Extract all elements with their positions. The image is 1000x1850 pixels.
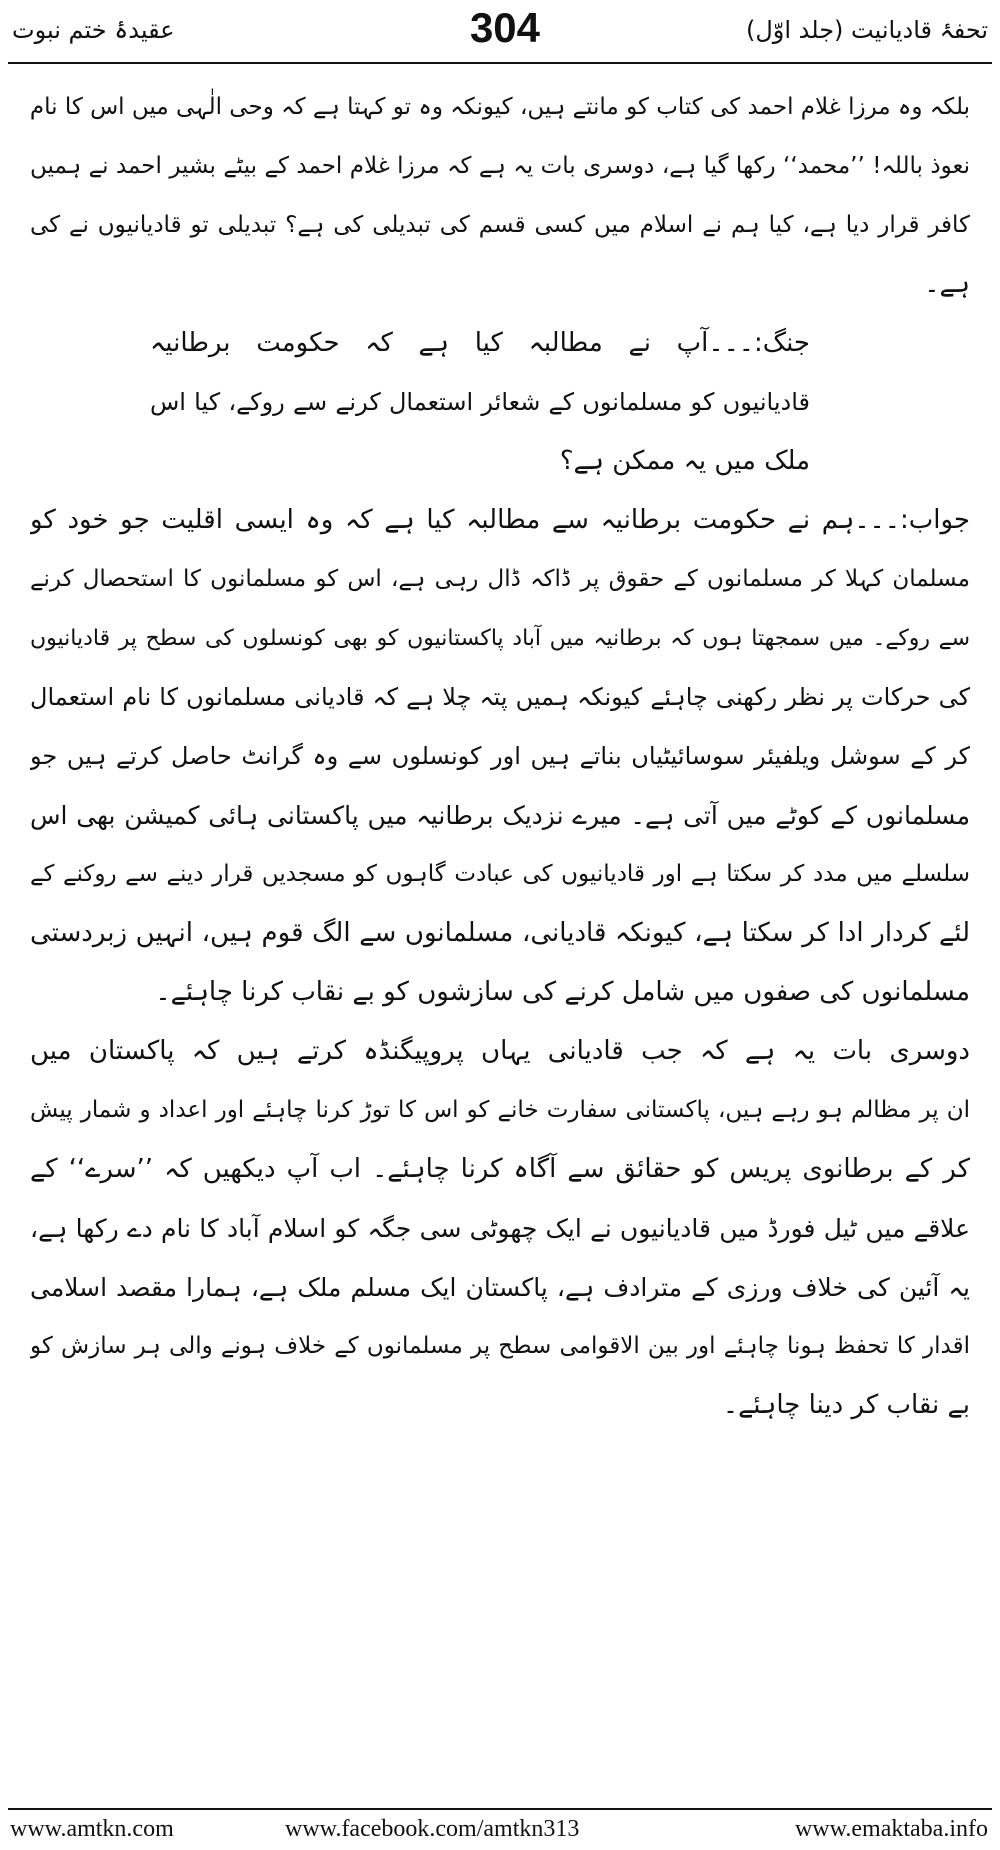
paragraph-1 bbox=[30, 78, 970, 314]
text-line: کر کے برطانوی پریس کو حقائق سے آگاہ کرنا چاہئے۔ اب آپ دیکھیں کہ ’’سرے‘‘ کے bbox=[30, 1154, 970, 1184]
question-line: جنگ:۔۔۔آپ نے مطالبہ کیا ہے کہ حکومت برطانیہ bbox=[150, 328, 810, 358]
page-footer bbox=[0, 1816, 1000, 1850]
footer-link-amtkn[interactable]: www.amtkn.com bbox=[10, 1816, 174, 1842]
text-line: ہے۔ bbox=[924, 269, 970, 299]
text-line: دوسری بات یہ ہے کہ جب قادیانی یہاں پروپیگنڈہ کرتے ہیں کہ پاکستان میں bbox=[30, 1036, 970, 1066]
page-body bbox=[30, 78, 970, 1435]
interview-question bbox=[30, 314, 970, 491]
header-rule bbox=[8, 62, 992, 64]
footer-rule bbox=[8, 1808, 992, 1810]
header-book-title: تحفۂ قادیانیت (جلد اوّل) bbox=[745, 16, 988, 44]
footer-link-facebook[interactable]: www.facebook.com/amtkn313 bbox=[285, 1816, 580, 1842]
paragraph-2 bbox=[30, 1022, 970, 1435]
text-line: علاقے میں ٹیل فورڈ میں قادیانیوں نے ایک چھوٹی سی جگہ کو اسلام آباد کا نام دے رکھا ہے، bbox=[30, 1214, 970, 1243]
answer-line: جواب:۔۔۔ہم نے حکومت برطانیہ سے مطالبہ کیا ہے کہ وہ ایسی اقلیت جو خود کو bbox=[30, 505, 970, 535]
answer-line: مسلمانوں کی صفوں میں شامل کرنے کی سازشوں کو بے نقاب کرنا چاہئے۔ bbox=[155, 977, 970, 1007]
answer-line: کر کے سوشل ویلفیئر سوسائیٹیاں بناتے ہیں اور کونسلوں سے وہ گرانٹ حاصل کرتے ہیں جو bbox=[30, 742, 970, 770]
footer-link-emaktaba[interactable]: www.emaktaba.info bbox=[794, 1816, 988, 1842]
header-section-title: عقیدۂ ختم نبوت bbox=[12, 16, 175, 44]
answer-line: مسلمانوں کے کوٹے میں آتی ہے۔ میرے نزدیک برطانیہ میں پاکستانی ہائی کمیشن بھی اس bbox=[30, 801, 970, 830]
page-number: 304 bbox=[469, 4, 541, 51]
text-line: اقدار کا تحفظ ہونا چاہئے اور بین الاقوامی سطح پر مسلمانوں کے خلاف ہونے والی ہر سازش کو bbox=[30, 1333, 970, 1359]
text-line: بلکہ وہ مرزا غلام احمد کی کتاب کو مانتے ہیں، کیونکہ وہ تو کہتا ہے کہ وحی الٰہی میں اس کا نام bbox=[30, 94, 970, 120]
page-header bbox=[0, 0, 1000, 62]
answer-line: سے روکے۔ میں سمجھتا ہوں کہ برطانیہ میں آباد پاکستانیوں کو بھی کونسلوں کی سطح پر قادیانیوں bbox=[30, 626, 970, 651]
answer-line: لئے کردار ادا کر سکتا ہے، کیونکہ قادیانی، مسلمانوں سے الگ قوم ہیں، انہیں زبردستی bbox=[30, 918, 970, 948]
question-line: ملک میں یہ ممکن ہے؟ bbox=[559, 446, 810, 476]
text-line: ان پر مظالم ہو رہے ہیں، پاکستانی سفارت خانے کو اس کا توڑ کرنا چاہئے اور اعداد و شمار پیش bbox=[30, 1097, 970, 1123]
answer-line: سلسلے میں مدد کر سکتا ہے اور قادیانیوں کی عبادت گاہوں کو مسجدیں قرار دینے سے روکنے کے bbox=[30, 861, 970, 887]
interview-answer bbox=[30, 491, 970, 1022]
text-line: یہ آئین کی خلاف ورزی کے مترادف ہے، پاکستان ایک مسلم ملک ہے، ہمارا مقصد اسلامی bbox=[30, 1273, 970, 1302]
text-line: نعوذ باللہ! ’’محمد‘‘ رکھا گیا ہے، دوسری بات یہ ہے کہ مرزا غلام احمد کے بیٹے بشیر احمد نے ہمیں bbox=[30, 153, 970, 179]
question-line: قادیانیوں کو مسلمانوں کے شعائر استعمال کرنے سے روکے، کیا اس bbox=[150, 388, 810, 416]
text-line: بے نقاب کر دینا چاہئے۔ bbox=[722, 1390, 970, 1420]
answer-line: کی حرکات پر نظر رکھنی چاہئے کیونکہ ہمیں پتہ چلا ہے کہ قادیانی مسلمانوں کا نام استعمال bbox=[30, 683, 970, 711]
answer-line: مسلمان کہلا کر مسلمانوں کے حقوق پر ڈاکہ ڈال رہی ہے، اس کو مسلمانوں کا استحصال کرنے bbox=[30, 566, 970, 592]
text-line: کافر قرار دیا ہے، کیا ہم نے اسلام میں کسی قسم کی تبدیلی کی ہے؟ تبدیلی تو قادیانیوں نے کی bbox=[30, 212, 970, 238]
